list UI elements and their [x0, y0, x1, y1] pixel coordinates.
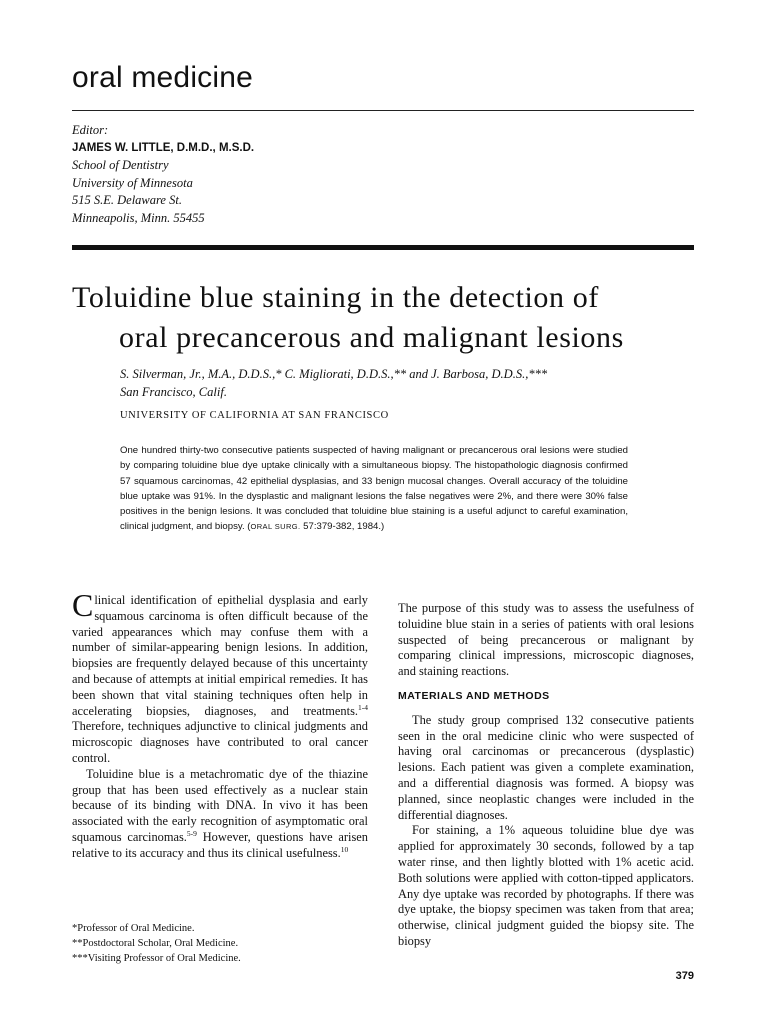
reference-marker: 5-9 — [186, 828, 197, 838]
editor-name: JAMES W. LITTLE, D.M.D., M.S.D. — [72, 141, 255, 154]
editor-address-line: School of Dentistry — [72, 158, 169, 172]
footnotes — [72, 921, 368, 966]
header-rule — [72, 110, 694, 111]
abstract — [120, 443, 628, 535]
body-paragraph: For staining, a 1% aqueous toluidine blue dye was applied for approximately 30 seconds, followed by a tap water rinse, and then lightly blotted with 1% acetic acid. Both solutions were applied with cotton-tipped applicators. Any dye uptake was recorded by photographs. If there was dye uptake, the biopsy specimen was taken from that area; otherwise, clinical judgment guided the biopsy site. The biopsy — [398, 823, 694, 948]
reference-marker: 10 — [340, 844, 349, 854]
citation-rest: 57:379-382, 1984.) — [300, 521, 385, 533]
paragraph-text: Therefore, techniques adjunctive to clinical judgments and microscopic diagnoses have contributed to oral cancer control. — [72, 719, 368, 765]
reference-marker: 1-4 — [358, 702, 368, 712]
section-heading: MATERIALS AND METHODS — [398, 689, 550, 702]
footnote: ***Visiting Professor of Oral Medicine. — [72, 953, 241, 964]
section-title: oral medicine — [72, 61, 254, 94]
authors-block — [120, 366, 700, 401]
editor-label: Editor: — [72, 123, 109, 137]
citation-source: ORAL SURG. — [250, 522, 301, 532]
body-paragraph — [72, 587, 368, 767]
editor-address-line: Minneapolis, Minn. 55455 — [72, 210, 205, 225]
article-title-line: oral precancerous and malignant lesions — [119, 321, 624, 354]
article-title — [72, 278, 712, 358]
editor-block — [72, 122, 472, 227]
footnote: **Postdoctoral Scholar, Oral Medicine. — [72, 938, 239, 949]
article-title-line: Toluidine blue staining in the detection of — [72, 281, 599, 314]
paragraph-text: linical identification of epithelial dysplasia and early squamous carcinoma is often difficult because of the varied appearances which may confuse them with a number of similar-appearing benign lesions. In addition, biopsies are frequently delayed because of this uncertainty and because of attempts at initial empirical remedies. It has been shown that vital staining techniques often help in accelerating biopsies, diagnoses, and treatments. — [72, 593, 368, 718]
body-paragraph — [72, 767, 368, 862]
page-number: 379 — [675, 970, 694, 982]
paragraph-text: However, questions have arisen relative to its accuracy and thus its clinical usefulness. — [72, 829, 368, 860]
body-paragraph: The purpose of this study was to assess the usefulness of toluidine blue stain in a series of patients with oral lesions suspected of being precancerous or malignant by comparing clinical impressions, microscopic diagnoses, and staining reactions. — [398, 601, 694, 679]
paragraph-text: Toluidine blue is a metachromatic dye of the thiazine group that has been used effectively as a nuclear stain because of its binding with DNA. In vivo it has been associated with the early recognition of asymptomatic oral squamous carcinomas. — [72, 766, 368, 844]
citation-open: ( — [244, 521, 251, 533]
title-rule — [72, 245, 694, 250]
editor-address-line: University of Minnesota — [72, 175, 193, 190]
editor-address-line: 515 S.E. Delaware St. — [72, 193, 182, 207]
abstract-text: One hundred thirty-two consecutive patients suspected of having malignant or precancerous oral lesions were studied by comparing toluidine blue dye uptake clinically with a simultaneous biopsy. The histopathologic diagnosis confirmed 57 squamous carcinomas, 42 epithelial dysplasias, and 33 benign mucosal changes. Overall accuracy of the toluidine blue uptake was 91%. In the dysplastic and malignant lesions the false negatives were 2%, and there were 30% false positives in the benign lesions. It was concluded that toluidine blue staining is a useful adjunct to careful examination, clinical judgment, and biopsy. — [120, 445, 628, 533]
drop-cap: C — [72, 587, 94, 623]
author-list: S. Silverman, Jr., M.A., D.D.S.,* C. Migliorati, D.D.S.,** and J. Barbosa, D.D.S.,*** — [120, 367, 548, 381]
body-paragraph: The study group comprised 132 consecutive patients seen in the oral medicine clinic who were suspected of having oral carcinomas or precancerous (dysplastic) lesions. Each patient was given a complete examination, and a differential diagnosis was formed. A biopsy was planned, since neoplastic changes were included in the differential diagnoses. — [398, 712, 694, 822]
author-location: San Francisco, Calif. — [120, 384, 227, 399]
footnote: *Professor of Oral Medicine. — [72, 923, 195, 934]
affiliation: UNIVERSITY OF CALIFORNIA AT SAN FRANCISCO — [120, 410, 389, 421]
body-column-right — [398, 601, 694, 950]
body-column-left — [72, 587, 368, 862]
